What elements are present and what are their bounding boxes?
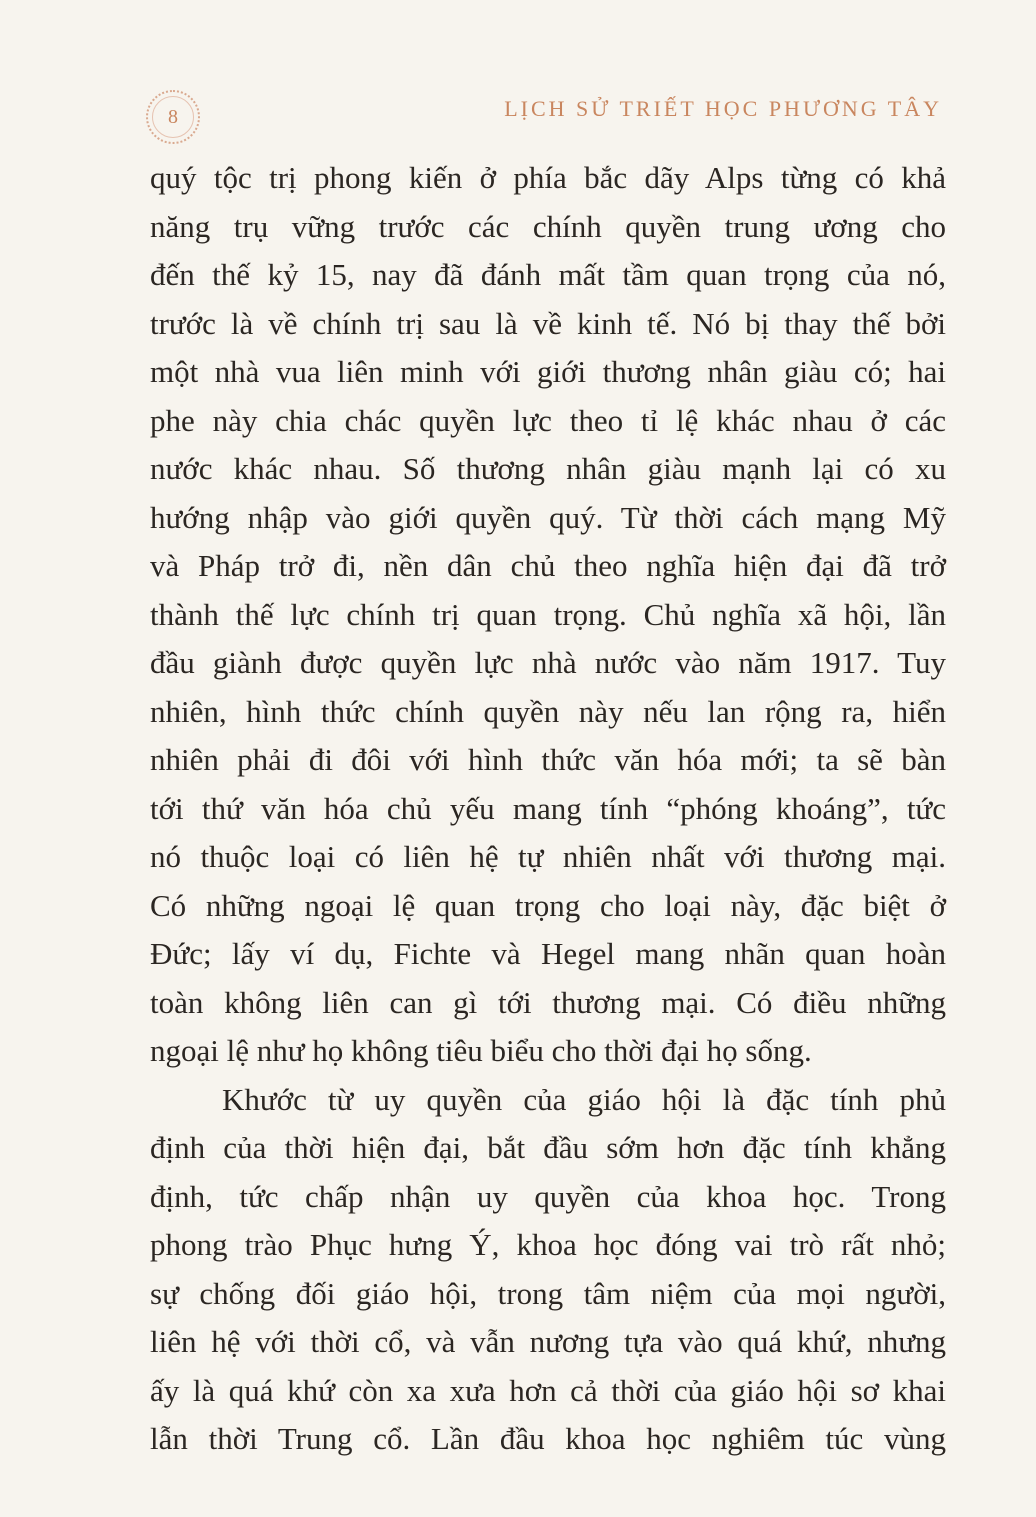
text-line: định, tức chấp nhận uy quyền của khoa học. Trong	[150, 1178, 946, 1214]
text-line: tới thứ văn hóa chủ yếu mang tính “phóng khoáng”, tức	[150, 790, 946, 826]
page-number-badge	[146, 90, 200, 144]
text-line: nhiên phải đi đôi với hình thức văn hóa mới; ta sẽ bàn	[150, 742, 946, 777]
text-line: và Pháp trở đi, nền dân chủ theo nghĩa hiện đại đã trở	[150, 548, 946, 583]
text-line: phe này chia chác quyền lực theo tỉ lệ khác nhau ở các	[150, 402, 946, 438]
text-line: ngoại lệ như họ không tiêu biểu cho thời đại họ sống.	[150, 1033, 812, 1068]
text-line: nó thuộc loại có liên hệ tự nhiên nhất với thương mại.	[150, 839, 946, 874]
text-line: trước là về chính trị sau là về kinh tế. Nó bị thay thế bởi	[150, 305, 946, 341]
text-line: Có những ngoại lệ quan trọng cho loại này, đặc biệt ở	[150, 887, 946, 923]
running-title: LỊCH SỬ TRIẾT HỌC PHƯƠNG TÂY	[504, 96, 942, 121]
text-line: nhiên, hình thức chính quyền này nếu lan rộng ra, hiển	[150, 693, 946, 729]
text-line: lẫn thời Trung cổ. Lần đầu khoa học nghiêm túc vùng	[150, 1421, 946, 1456]
text-line: sự chống đối giáo hội, trong tâm niệm của mọi người,	[150, 1275, 946, 1311]
paragraph-2	[150, 1076, 946, 1464]
text-line: Khước từ uy quyền của giáo hội là đặc tính phủ	[222, 1081, 946, 1117]
text-line: toàn không liên can gì tới thương mại. Có điều những	[150, 984, 946, 1020]
body-text	[150, 154, 946, 1464]
text-line: ấy là quá khứ còn xa xưa hơn cả thời của giáo hội sơ khai	[150, 1372, 946, 1408]
text-line: một nhà vua liên minh với giới thương nhân giàu có; hai	[150, 354, 946, 389]
page-number: 8	[168, 105, 178, 128]
text-line: nước khác nhau. Số thương nhân giàu mạnh lại có xu	[150, 451, 946, 486]
text-line: Đức; lấy ví dụ, Fichte và Hegel mang nhãn quan hoàn	[150, 936, 946, 971]
text-line: liên hệ với thời cổ, và vẫn nương tựa vào quá khứ, nhưng	[150, 1324, 946, 1359]
paragraph-1	[150, 154, 946, 1076]
text-line: đầu giành được quyền lực nhà nước vào năm 1917. Tuy	[150, 645, 946, 680]
text-line: định của thời hiện đại, bắt đầu sớm hơn đặc tính khẳng	[150, 1130, 946, 1165]
text-line: phong trào Phục hưng Ý, khoa học đóng vai trò rất nhỏ;	[150, 1227, 946, 1262]
text-line: hướng nhập vào giới quyền quý. Từ thời cách mạng Mỹ	[150, 499, 946, 535]
text-line: đến thế kỷ 15, nay đã đánh mất tầm quan trọng của nó,	[150, 257, 946, 292]
text-line: năng trụ vững trước các chính quyền trung ương cho	[150, 208, 946, 244]
text-line: quý tộc trị phong kiến ở phía bắc dãy Alps từng có khả	[150, 160, 946, 195]
text-line: thành thế lực chính trị quan trọng. Chủ nghĩa xã hội, lần	[150, 596, 946, 632]
